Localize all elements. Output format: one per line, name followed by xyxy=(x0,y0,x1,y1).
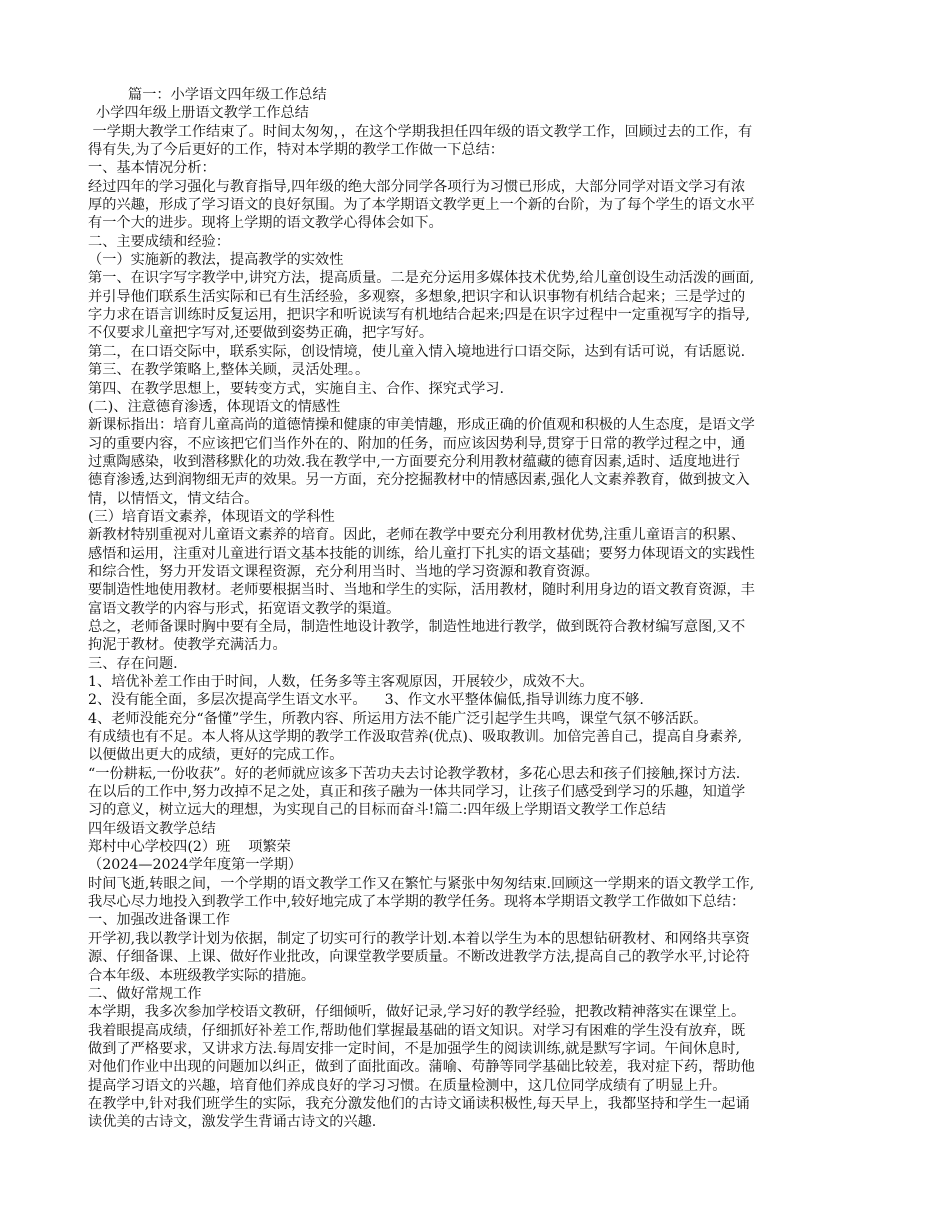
text-line: 读优美的古诗文，激发学生背诵古诗文的兴趣. xyxy=(88,1114,377,1131)
text-line: 二、做好常规工作 xyxy=(88,985,202,1002)
document-title: 篇一：小学语文四年级工作总结 xyxy=(128,87,327,103)
text-line: 时间飞逝,转眼之间，一个学期的语文教学工作又在繁忙与紧张中匆匆结束.回顾这一学期来的语文教学工作, xyxy=(88,875,755,892)
text-line: 第三、在教学策略上,整体关顾，灵活处理。。 xyxy=(88,362,370,379)
text-line: 并引导他们联系生活实际和已有生活经验，多观察，多想象,把识字和认识事物有机结合起来；三是学过的 xyxy=(88,288,746,305)
text-line: 小学四年级上册语文教学工作总结 xyxy=(96,105,309,122)
text-line: 新教材特别重视对儿童语文素养的培育。因此，老师在教学中要充分利用教材优势,注重儿童语言的积累、 xyxy=(88,527,746,544)
text-line: 1、培优补差工作由于时间，人数，任务多等主客观原因，开展较少，成效不大。 xyxy=(88,674,594,690)
text-line: 要制造性地使用教材。老师要根据当时、当地和学生的实际，活用教材，随时利用身边的语文教育资源，丰 xyxy=(88,582,755,599)
text-line: 2、没有能全面，多层次提高学生语文水平。 3、作文水平整体偏低,指导训练力度不够. xyxy=(88,692,644,709)
text-line: 在教学中,针对我们班学生的实际，我充分激发他们的古诗文诵读积极性,每天早上，我都坚持和学生一起诵 xyxy=(88,1095,750,1112)
text-line: 有成绩也有不足。本人将从这学期的教学工作汲取营养(优点)、吸取教训。加倍完善自己，提高自身素养, xyxy=(88,729,743,746)
text-line: 二、主要成绩和经验： xyxy=(88,233,230,250)
text-line: 厚的兴趣，形成了学习语文的良好氛围。为了本学期语文教学更上一个新的台阶，为了每个学生的语文水平 xyxy=(88,197,755,214)
text-line: 一、加强改进备课工作 xyxy=(88,912,230,929)
text-line: 做到了严格要求，又讲求方法.每周安排一定时间，不是加强学生的阅读训练,就是默写字词。午间休息时, xyxy=(88,1040,740,1057)
text-line: 拘泥于教材。使教学充满活力。 xyxy=(88,637,287,654)
document-body xyxy=(88,86,874,1132)
text-line: 总之，老师备课时胸中要有全局，制造性地设计教学，制造性地进行教学，做到既符合教材编写意图,又不 xyxy=(88,618,746,635)
text-line: 情，以情悟文，情文结合。 xyxy=(88,490,259,507)
text-line: 我着眼提高成绩，仔细抓好补差工作,帮助他们掌握最基础的语文知识。对学习有困难的学生没有放弃，既 xyxy=(88,1022,746,1039)
text-line: (二)、注意德育渗透，体现语文的情感性 xyxy=(88,398,341,415)
text-line: 感悟和运用，注重对儿童进行语文基本技能的训练，给儿童打下扎实的语文基础；要努力体现语文的实践性 xyxy=(88,545,755,562)
text-line: 新课标指出：培育儿童高尚的道德情操和健康的审美情趣，形成正确的价值观和积极的人生态度，是语文学 xyxy=(88,417,755,434)
text-line: 4、老师没能充分“备懂”学生，所教内容、所运用方法不能广泛引起学生共鸣，课堂气氛不够活跃。 xyxy=(88,710,708,727)
text-line: “一份耕耘,一份收获”。好的老师就应该多下苦功夫去讨论教学教材，多花心思去和孩子们接触,探讨方法. xyxy=(88,765,741,782)
text-line: 第一、在识字写字教学中,讲究方法，提高质量。二是充分运用多媒体技术优势,给儿童创设生动活泼的画面, xyxy=(88,270,755,287)
text-line: (三）培育语文素养，体现语文的学科性 xyxy=(88,508,335,525)
text-line: 合本年级、本班级教学实际的措施。 xyxy=(88,967,316,984)
text-line: 习的重要内容，不应该把它们当作外在的、附加的任务，而应该因势利导,贯穿于日常的教学过程之中，通 xyxy=(88,435,746,452)
text-line: 以便做出更大的成绩，更好的完成工作。 xyxy=(88,747,344,764)
text-line: 郑村中心学校四(2）班 项繁荣 xyxy=(88,839,291,856)
text-line: 有一个大的进步。现将上学期的语文教学心得体会如下。 xyxy=(88,215,443,232)
text-line: 过熏陶感染，收到潜移默化的功效.我在教学中,一方面要充分利用教材蕴藏的德育因素,适时、适度地进行 xyxy=(88,453,740,470)
text-line: 字力求在语言训练时反复运用，把识字和听说读写有机地结合起来;四是在识字过程中一定重视写字的指导, xyxy=(88,307,750,324)
text-line: 第四、在教学思想上，要转变方式，实施自主、合作、探究式学习. xyxy=(88,380,504,397)
text-line: 我尽心尽力地投入到教学工作中,较好地完成了本学期的教学任务。现将本学期语文教学工作做如下总结： xyxy=(88,894,746,911)
text-line: 经过四年的学习强化与教育指导,四年级的绝大部分同学各项行为习惯已形成，大部分同学对语文学习有浓 xyxy=(88,178,746,195)
text-line: 对他们作业中出现的问题加以纠正，做到了面批面改。蒲喻、苟静等同学基础比较差，我对症下药，帮助他 xyxy=(88,1059,755,1076)
text-line: 在以后的工作中,努力改掉不足之处，真正和孩子融为一体共同学习，让孩子们感受到学习的乐趣，知道学 xyxy=(88,784,746,801)
text-line: 德育渗透,达到润物细无声的效果。另一方面，充分挖掘教材中的情感因素,强化人文素养教育，做到披文入 xyxy=(88,472,750,489)
text-line: 不仅要求儿童把字写对,还要做到姿势正确，把字写好。 xyxy=(88,325,434,342)
text-line: 富语文教学的内容与形式，拓宽语文教学的渠道。 xyxy=(88,600,401,617)
text-line: 一、基本情况分析： xyxy=(88,160,216,177)
text-line: 一学期大教学工作结束了。时间太匆匆，，在这个学期我担任四年级的语文教学工作，回顾过去的工作，有 xyxy=(88,123,753,140)
text-line: 提高学习语文的兴趣，培育他们养成良好的学习习惯。在质量检测中，这几位同学成绩有了明显上升。 xyxy=(88,1077,727,1094)
text-line: 和综合性，努力开发语文课程资源，充分利用当时、当地的学习资源和教育资源。 xyxy=(88,563,599,580)
text-line: 得有失,为了今后更好的工作，特对本学期的教学工作做一下总结： xyxy=(88,142,504,159)
text-line: 本学期，我多次参加学校语文教研，仔细倾听，做好记录,学习好的教学经验，把教改精神落实在课堂上。 xyxy=(88,1004,746,1021)
text-line: 第二，在口语交际中，联系实际，创设情境，使儿童入情入境地进行口语交际，达到有话可说，有话愿说. xyxy=(88,343,746,360)
text-line: 习的意义，树立远大的理想，为实现自己的目标而奋斗!篇二:四年级上学期语文教学工作总结 xyxy=(88,802,666,819)
text-line: 四年级语文教学总结 xyxy=(88,820,216,837)
text-line: （2024—2024学年度第一学期） xyxy=(88,857,303,874)
text-line: 三、存在问题. xyxy=(88,655,178,672)
text-line: 开学初,我以教学计划为依据，制定了切实可行的教学计划.本着以学生为本的思想钻研教材、和网络共享资 xyxy=(88,930,750,947)
text-line: （一）实施新的教法，提高教学的实效性 xyxy=(88,252,344,269)
text-line: 源、仔细备课、上课、做好作业批改，向课堂教学要质量。不断改进教学方法,提高自己的教学水平,讨论符 xyxy=(88,949,750,966)
